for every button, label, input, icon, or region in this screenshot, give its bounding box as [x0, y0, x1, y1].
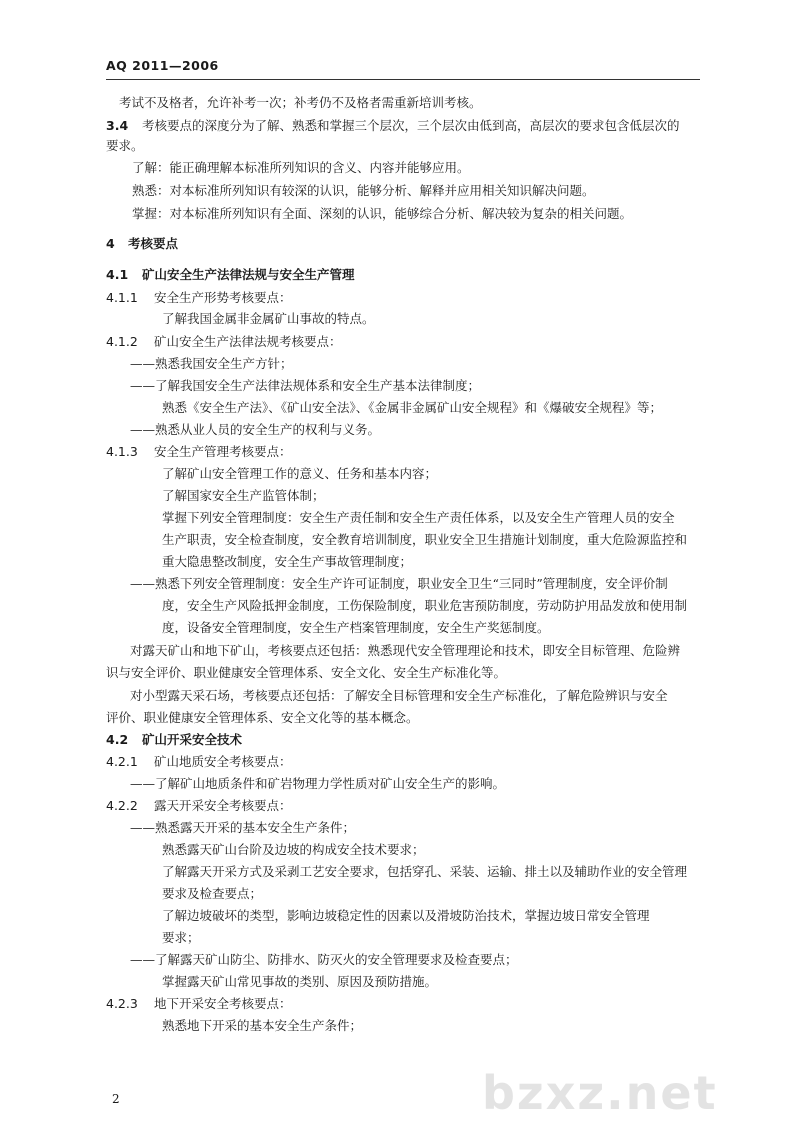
- text-line: 要求。: [106, 138, 144, 153]
- text-line: 熟悉地下开采的基本安全生产条件；: [162, 1018, 363, 1033]
- clause-number: 3.4: [106, 118, 129, 133]
- text-line: 考试不及格者，允许补考一次；补考仍不及格者需重新培训考核。: [119, 95, 482, 110]
- text-line: ——熟悉露天开采的基本安全生产条件；: [130, 820, 356, 835]
- text-line: 了解：能正确理解本标准所列知识的含义、内容并能够应用。: [132, 160, 470, 175]
- section-number: 4.2: [106, 732, 129, 747]
- clause-number: 4.2.1: [106, 754, 138, 769]
- text-line: 掌握下列安全管理制度：安全生产责任制和安全生产责任体系，以及安全生产管理人员的安全: [162, 510, 675, 525]
- section-title: 矿山开采安全技术: [142, 732, 243, 747]
- section-4-2-heading: [106, 731, 242, 749]
- clause-4-2-1: [106, 753, 292, 771]
- text-line: 识与安全评价、职业健康安全管理体系、安全文化、安全生产标准化等。: [106, 665, 507, 680]
- text-line: 了解露天开采方式及采剥工艺安全要求，包括穿孔、采装、运输、排土以及辅助作业的安全管理: [162, 864, 688, 879]
- text-line: ——了解露天矿山防尘、防排水、防灭火的安全管理要求及检查要点；: [130, 952, 518, 967]
- text-line: 了解我国金属非金属矿山事故的特点。: [162, 311, 375, 326]
- clause-number: 4.1.2: [106, 334, 138, 349]
- text-line: 掌握露天矿山常见事故的类别、原因及预防措施。: [162, 974, 438, 989]
- text-line: 评价、职业健康安全管理体系、安全文化等的基本概念。: [106, 710, 419, 725]
- section-number: 4.1: [106, 267, 129, 282]
- clause-3-4: [106, 117, 680, 135]
- clause-number: 4.1.1: [106, 290, 138, 305]
- text-line: 矿山安全生产法律法规考核要点：: [154, 334, 342, 349]
- text-line: 生产职责，安全检查制度，安全教育培训制度，职业安全卫生措施计划制度，重大危险源监控和: [162, 532, 688, 547]
- text-line: 考核要点的深度分为了解、熟悉和掌握三个层次，三个层次由低到高，高层次的要求包含低层次的: [142, 118, 680, 133]
- clause-4-1-3: [106, 443, 292, 461]
- text-line: ——了解矿山地质条件和矿岩物理力学性质对矿山安全生产的影响。: [130, 776, 506, 791]
- clause-4-2-3: [106, 995, 292, 1013]
- text-line: 熟悉：对本标准所列知识有较深的认识，能够分析、解释并应用相关知识解决问题。: [132, 183, 595, 198]
- clause-number: 4.1.3: [106, 444, 138, 459]
- text-line: 要求；: [162, 930, 200, 945]
- text-line: ——熟悉我国安全生产方针；: [130, 356, 293, 371]
- text-line: 矿山地质安全考核要点：: [154, 754, 292, 769]
- section-number: 4: [106, 236, 115, 251]
- clause-4-1-1: [106, 289, 292, 307]
- section-title: 矿山安全生产法律法规与安全生产管理: [142, 267, 355, 282]
- section-4-1-heading: [106, 266, 355, 284]
- section-title: 考核要点: [128, 236, 179, 251]
- clause-number: 4.2.2: [106, 798, 138, 813]
- text-line: 了解边坡破坏的类型，影响边坡稳定性的因素以及滑坡防治技术，掌握边坡日常安全管理: [162, 908, 650, 923]
- clause-number: 4.2.3: [106, 996, 138, 1011]
- text-line: ——熟悉下列安全管理制度：安全生产许可证制度，职业安全卫生“三同时”管理制度，安全评价制: [130, 576, 668, 591]
- text-line: 度，设备安全管理制度，安全生产档案管理制度，安全生产奖惩制度。: [162, 620, 550, 635]
- text-line: 地下开采安全考核要点：: [154, 996, 292, 1011]
- text-line: 熟悉露天矿山台阶及边坡的构成安全技术要求；: [162, 842, 425, 857]
- text-line: 对小型露天采石场，考核要点还包括：了解安全目标管理和安全生产标准化，了解危险辨识与安全: [130, 688, 668, 703]
- page-number: 2: [112, 1092, 120, 1106]
- text-line: 要求及检查要点；: [162, 886, 263, 901]
- document-code: AQ 2011—2006: [106, 58, 219, 73]
- text-line: 重大隐患整改制度，安全生产事故管理制度；: [162, 554, 413, 569]
- clause-4-2-2: [106, 797, 292, 815]
- section-4-heading: [106, 235, 178, 253]
- text-line: 度，安全生产风险抵押金制度，工伤保险制度，职业危害预防制度，劳动防护用品发放和使用制: [162, 598, 688, 613]
- text-line: 露天开采安全考核要点：: [154, 798, 292, 813]
- text-line: 对露天矿山和地下矿山，考核要点还包括：熟悉现代安全管理理论和技术，即安全目标管理、危险辨: [130, 643, 681, 658]
- text-line: 掌握：对本标准所列知识有全面、深刻的认识，能够综合分析、解决较为复杂的相关问题。: [132, 206, 633, 221]
- text-line: 安全生产形势考核要点：: [154, 290, 292, 305]
- text-line: ——熟悉从业人员的安全生产的权利与义务。: [130, 422, 381, 437]
- text-line: 了解矿山安全管理工作的意义、任务和基本内容；: [162, 466, 438, 481]
- text-line: ——了解我国安全生产法律法规体系和安全生产基本法律制度；: [130, 378, 481, 393]
- text-line: 熟悉《安全生产法》、《矿山安全法》、《金属非金属矿山安全规程》和《爆破安全规程》等；: [162, 400, 663, 415]
- clause-4-1-2: [106, 333, 342, 351]
- watermark: bzxz.net: [482, 1066, 718, 1120]
- text-line: 安全生产管理考核要点：: [154, 444, 292, 459]
- text-line: 了解国家安全生产监管体制；: [162, 488, 325, 503]
- header-rule: [106, 79, 700, 80]
